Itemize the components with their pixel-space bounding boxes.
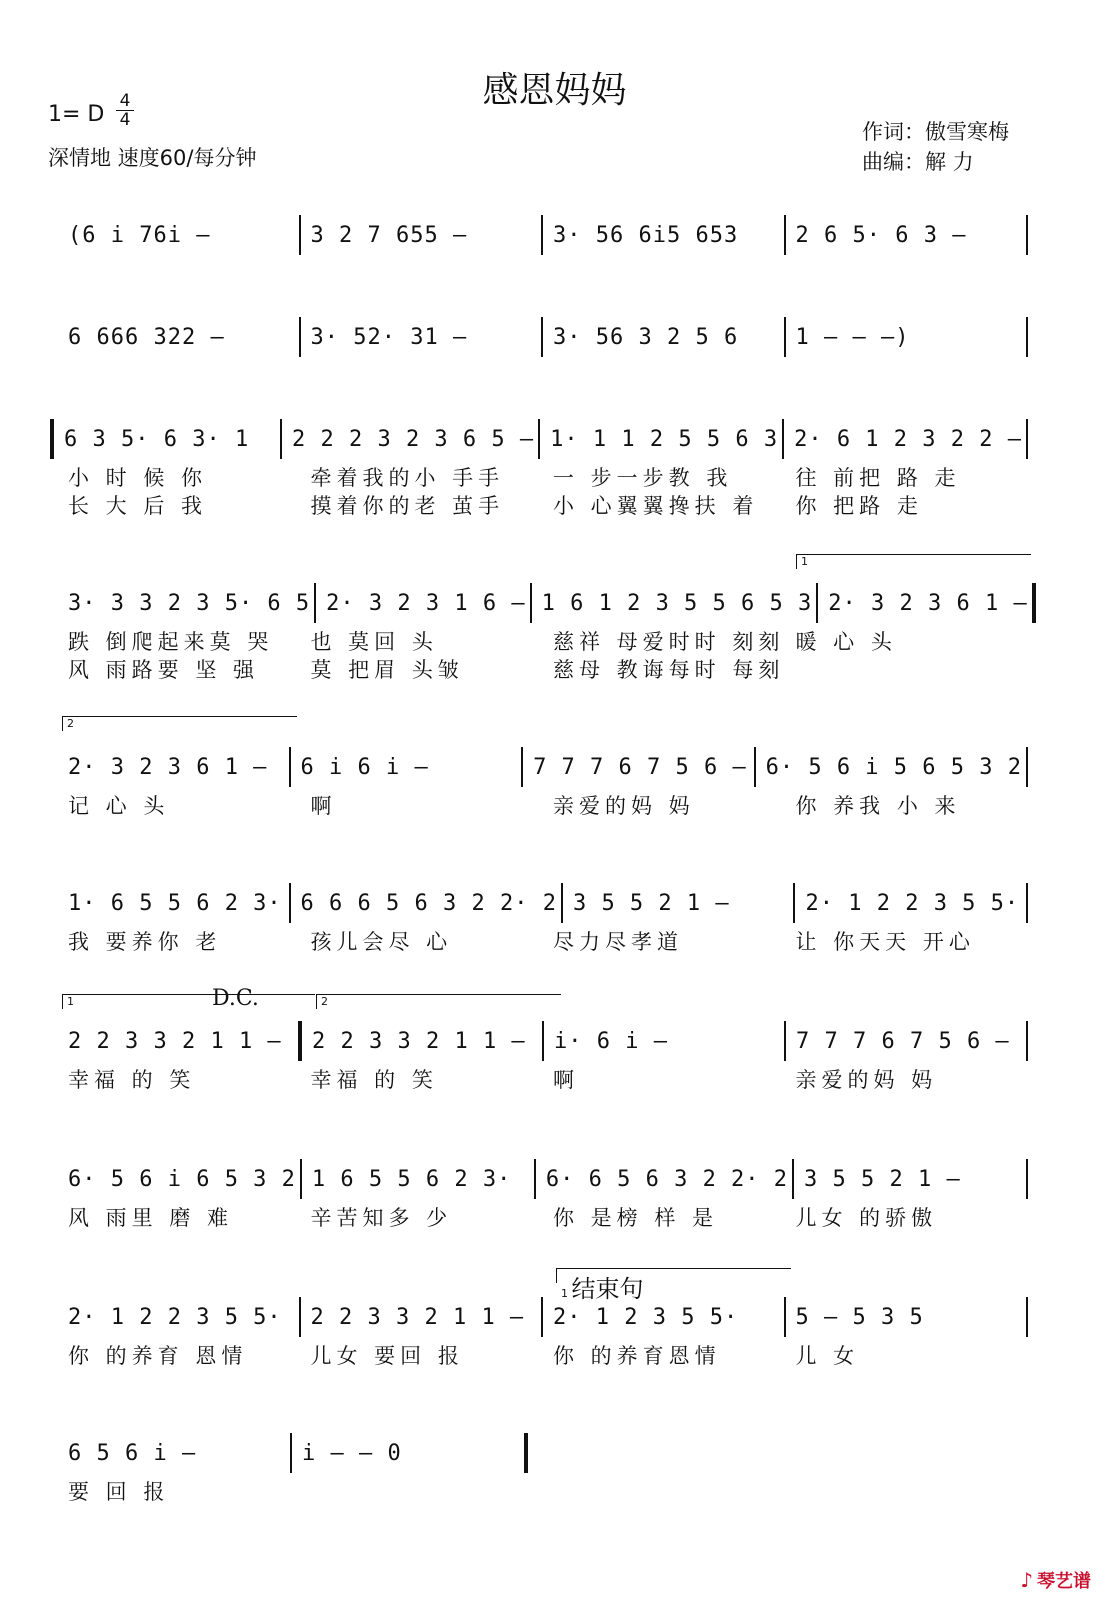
credits — [862, 116, 1009, 176]
lyric: 暖 心 头 — [795, 630, 897, 654]
measure: 2 2 2 3 2 3 6 5 – — [291, 426, 535, 452]
time-signature-top: 4 — [119, 91, 131, 111]
lyric: 儿女 的骄傲 — [795, 1206, 938, 1230]
lyrics-verse-1 — [62, 462, 1032, 492]
measure: i – – 0 — [302, 1440, 402, 1466]
measure: 2· 3 2 3 6 1 – — [68, 754, 268, 780]
lyric: 跌 倒爬起来莫 哭 — [68, 630, 274, 654]
ending-label: 结束句 — [571, 1275, 644, 1303]
lyric: 牵着我的小 手手 — [310, 466, 505, 490]
lyric: 莫 把眉 头皱 — [310, 658, 464, 682]
measure: 2 2 3 3 2 1 1 – — [68, 1028, 282, 1054]
lyric: 风 雨路要 坚 强 — [68, 658, 260, 682]
lyrics-verse-1 — [62, 626, 1032, 656]
lyrics-verse-1 — [62, 790, 1032, 820]
measure: 3· 3 3 2 3 5· 6 5 — [68, 590, 311, 616]
measure: 3· 56 6i5 653 — [553, 222, 739, 248]
lyric: 儿女 要回 报 — [310, 1344, 464, 1368]
lyric: 幸福 的 笑 — [68, 1068, 196, 1092]
watermark-logo — [1020, 1567, 1091, 1593]
watermark-text: 琴艺谱 — [1037, 1571, 1091, 1592]
lyric: 让 你天天 开心 — [795, 930, 975, 954]
lyric: 你 把路 走 — [795, 494, 923, 518]
lyric: 长 大 后 我 — [68, 494, 208, 518]
measure: i· 6 i – — [554, 1028, 668, 1054]
lyric: 你 养我 小 来 — [795, 794, 961, 818]
time-signature-bottom: 4 — [116, 110, 134, 129]
lyric: 亲爱的妈 妈 — [795, 1068, 938, 1092]
lyric: 儿 女 — [795, 1344, 860, 1368]
lyric: 你 的养育恩情 — [553, 1344, 721, 1368]
measure: 3 5 5 2 1 – — [804, 1166, 961, 1192]
lyric: 慈祥 母爱时时 刻刻 — [553, 630, 785, 654]
lyrics-verse-1 — [62, 1202, 1032, 1232]
arranger: 曲编：解 力 — [862, 150, 974, 174]
lyric: 你 的养育 恩情 — [68, 1344, 248, 1368]
measure: (6 i 76i – — [68, 222, 211, 248]
lyric: 慈母 教诲每时 每刻 — [553, 658, 785, 682]
measure: 1 – – –) — [795, 324, 910, 350]
measure: 2· 3 2 3 6 1 – — [828, 590, 1028, 616]
measure: 2· 1 2 2 3 5 5· — [68, 1304, 282, 1330]
lyric: 要 回 报 — [68, 1480, 170, 1504]
lyric: 我 要养你 老 — [68, 930, 222, 954]
lyric: 孩儿会尽 心 — [310, 930, 453, 954]
measure: 3 5 5 2 1 – — [572, 890, 730, 916]
lyric: 幸福 的 笑 — [310, 1068, 438, 1092]
measure: 7 7 7 6 7 5 6 – — [796, 1028, 1010, 1054]
key-signature: 1= D — [48, 102, 105, 127]
lyrics-verse-1 — [62, 926, 1032, 956]
measure: 2· 1 2 2 3 5 5· — [805, 890, 1020, 916]
volta-1b: 1 — [62, 994, 315, 1009]
lyrics-verse-2 — [62, 490, 1032, 520]
measure: 2· 3 2 3 1 6 – — [326, 590, 526, 616]
measure: 2 2 3 3 2 1 1 – — [310, 1304, 525, 1330]
volta-2b: 2 — [316, 994, 561, 1009]
lyric: 辛苦知多 少 — [310, 1206, 453, 1230]
lyric: 尽力尽孝道 — [553, 930, 683, 954]
lyrics-verse-2 — [62, 654, 1032, 684]
measure: 1· 6 5 5 6 2 3· — [68, 890, 282, 916]
lyric — [297, 1476, 532, 1506]
da-capo-marking: D.C. — [212, 986, 259, 1011]
time-signature — [116, 92, 134, 129]
volta-ending: 1 结束句 — [556, 1268, 791, 1283]
measure: 1 6 5 5 6 2 3· — [311, 1166, 512, 1192]
logo-icon: ♪ — [1020, 1568, 1033, 1592]
measure: 6 6 6 5 6 3 2 2· 2 — [300, 890, 557, 916]
measure: 2· 6 1 2 3 2 2 – — [794, 426, 1022, 452]
lyric: 你 是榜 样 是 — [553, 1206, 719, 1230]
measure: 2 6 5· 6 3 – — [795, 222, 967, 248]
lyrics-verse-1 — [62, 1476, 532, 1506]
tempo-marking: 深情地 速度60/每分钟 — [48, 146, 257, 170]
measure: 1 6 1 2 3 5 5 6 5 3 — [541, 590, 813, 616]
lyric: 风 雨里 磨 难 — [68, 1206, 234, 1230]
lyric: 摸着你的老 茧手 — [310, 494, 505, 518]
lyric: 啊 — [553, 1068, 579, 1092]
measure: 1· 1 1 2 5 5 6 3 — [550, 426, 779, 452]
volta-2: 2 — [62, 716, 297, 731]
lyric: 一 步一步教 我 — [553, 466, 733, 490]
measure: 3 2 7 655 – — [310, 222, 468, 248]
measure: 7 7 7 6 7 5 6 – — [533, 754, 747, 780]
measure: 6 666 322 – — [68, 324, 225, 350]
lyric: 小 心翼翼搀扶 着 — [553, 494, 759, 518]
measure: 6· 5 6 i 6 5 3 2 — [68, 1166, 296, 1192]
lyric: 啊 — [310, 794, 337, 818]
lyric: 小 时 候 你 — [68, 466, 208, 490]
measure: 3· 52· 31 – — [310, 324, 468, 350]
measure: 3· 56 3 2 5 6 — [553, 324, 739, 350]
measure: 6 5 6 i – — [68, 1440, 197, 1466]
measure: 6 3 5· 6 3· 1 — [64, 426, 250, 452]
lyric — [790, 654, 1033, 684]
lyricist: 作词：傲雪寒梅 — [862, 120, 1009, 144]
measure: 5 – 5 3 5 — [795, 1304, 924, 1330]
measure: 6 i 6 i – — [300, 754, 429, 780]
lyric: 记 心 头 — [68, 794, 170, 818]
measure: 2· 1 2 3 5 5· — [553, 1304, 739, 1330]
lyric: 往 前把 路 走 — [795, 466, 961, 490]
measure: 2 2 3 3 2 1 1 – — [312, 1028, 526, 1054]
lyrics-verse-1 — [62, 1064, 1032, 1094]
lyric: 亲爱的妈 妈 — [553, 794, 695, 818]
song-title: 感恩妈妈 — [482, 70, 627, 111]
lyric: 也 莫回 头 — [310, 630, 438, 654]
volta-1: 1 — [796, 554, 1031, 569]
measure: 6· 5 6 i 5 6 5 3 2 — [765, 754, 1023, 780]
measure: 6· 6 5 6 3 2 2· 2 — [545, 1166, 789, 1192]
lyrics-verse-1 — [62, 1340, 1032, 1370]
